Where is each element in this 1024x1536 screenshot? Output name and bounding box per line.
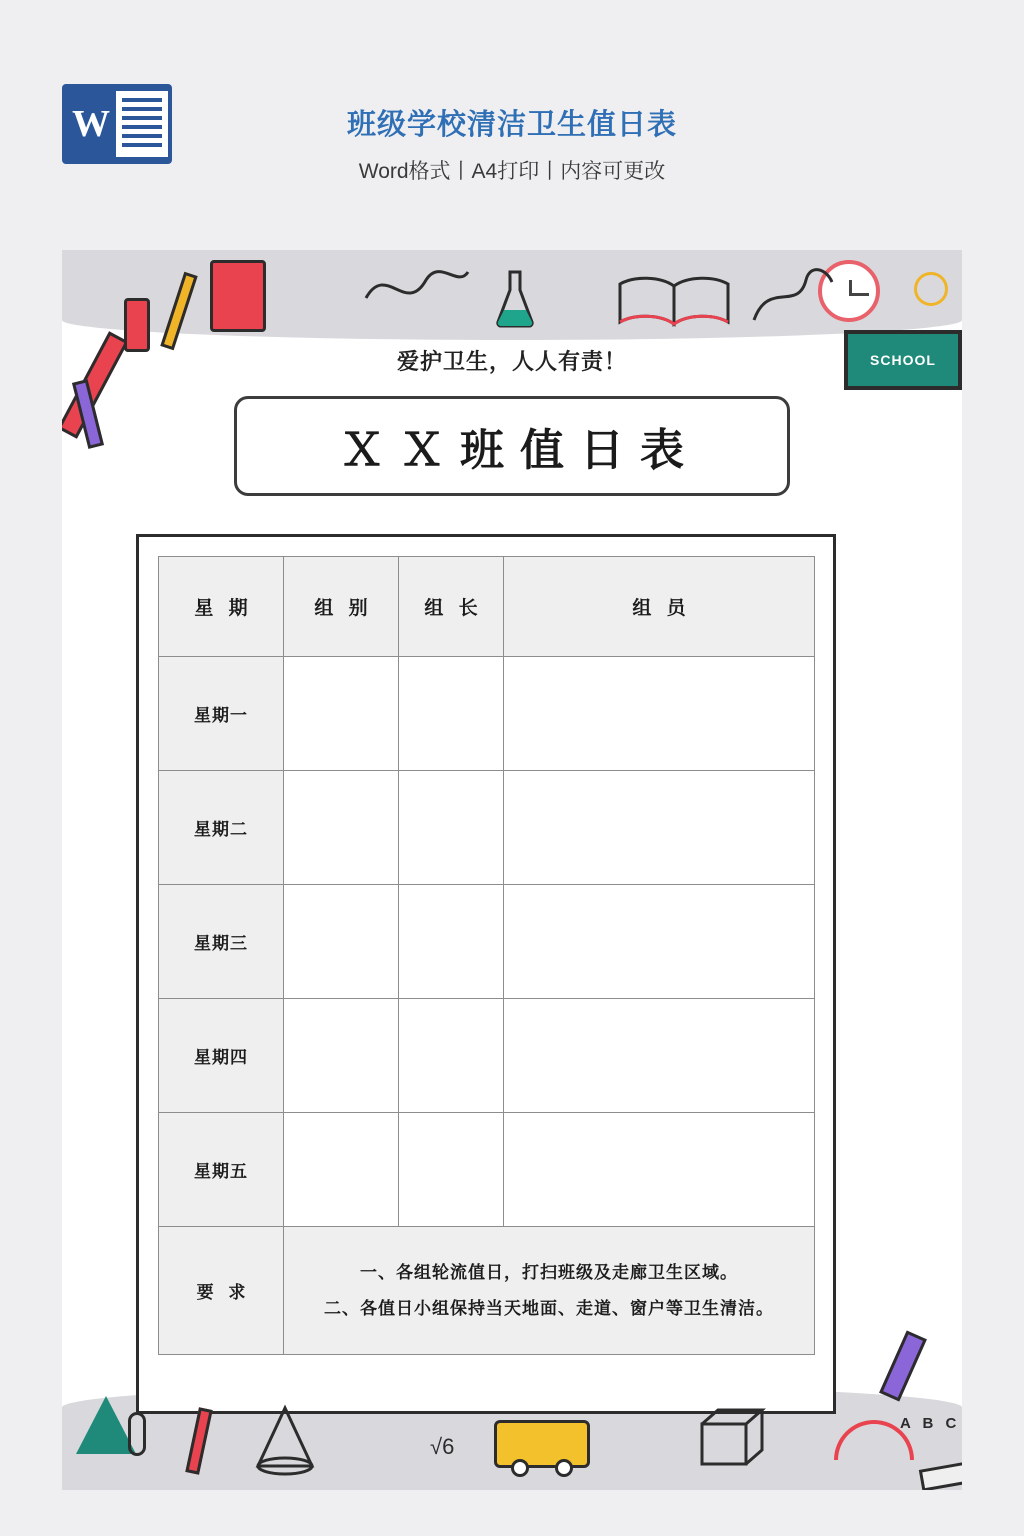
cell-leader[interactable] — [399, 771, 504, 885]
paperclip-icon — [128, 1412, 146, 1456]
column-header-leader: 组 长 — [399, 557, 504, 657]
cell-members[interactable] — [504, 999, 815, 1113]
cell-day: 星期一 — [159, 657, 284, 771]
open-book-icon — [614, 274, 734, 330]
green-triangle-icon — [76, 1396, 136, 1454]
table-row — [159, 999, 815, 1113]
cell-members[interactable] — [504, 885, 815, 999]
cell-group[interactable] — [284, 771, 399, 885]
cell-group[interactable] — [284, 999, 399, 1113]
cell-leader[interactable] — [399, 885, 504, 999]
sqrt-label: √6 — [430, 1434, 455, 1459]
table-row — [159, 885, 815, 999]
table-header-row — [159, 557, 815, 657]
table-row — [159, 657, 815, 771]
page-header — [0, 0, 1024, 230]
table-row — [159, 1113, 815, 1227]
cell-day: 星期二 — [159, 771, 284, 885]
flask-icon — [492, 268, 538, 330]
column-header-day: 星 期 — [159, 557, 284, 657]
requirements-body — [284, 1227, 815, 1355]
requirement-item: 二、各值日小组保持当天地面、走道、窗户等卫生清洁。 — [324, 1298, 774, 1318]
column-header-group: 组 别 — [284, 557, 399, 657]
cell-group[interactable] — [284, 657, 399, 771]
cell-members[interactable] — [504, 657, 815, 771]
cube-icon — [692, 1402, 772, 1472]
cell-day: 星期三 — [159, 885, 284, 999]
glue-bottle-icon — [124, 298, 150, 352]
blackboard-label: SCHOOL — [870, 352, 936, 368]
requirement-item: 一、各组轮流值日，打扫班级及走廊卫生区域。 — [360, 1262, 738, 1282]
cell-day: 星期五 — [159, 1113, 284, 1227]
cell-group[interactable] — [284, 1113, 399, 1227]
requirements-label: 要 求 — [159, 1227, 284, 1355]
cell-leader[interactable] — [399, 1113, 504, 1227]
duty-roster-table — [158, 556, 815, 1355]
page-subtitle: Word格式丨A4打印丨内容可更改 — [358, 160, 666, 183]
poster-canvas — [62, 250, 962, 1490]
cone-icon — [250, 1404, 320, 1476]
cell-group[interactable] — [284, 885, 399, 999]
school-bus-icon — [494, 1420, 590, 1468]
table-row — [159, 771, 815, 885]
main-title-box — [234, 396, 790, 496]
slogan-text: 爱护卫生，人人有责！ — [396, 349, 627, 374]
cell-members[interactable] — [504, 771, 815, 885]
word-logo-letter: W — [72, 103, 110, 145]
lightbulb-icon — [914, 272, 948, 306]
requirements-row — [159, 1227, 815, 1355]
main-title: ＸＸ班值日表 — [340, 426, 700, 475]
page-title: 班级学校清洁卫生值日表 — [346, 109, 677, 141]
cell-leader[interactable] — [399, 657, 504, 771]
squiggle-line-icon — [362, 258, 472, 318]
cell-day: 星期四 — [159, 999, 284, 1113]
column-header-members: 组 员 — [504, 557, 815, 657]
squiggle-curl-icon — [748, 256, 838, 326]
cell-leader[interactable] — [399, 999, 504, 1113]
highlighter-icon — [879, 1330, 927, 1401]
cell-members[interactable] — [504, 1113, 815, 1227]
abc-label: A B C — [900, 1415, 961, 1432]
notebook-icon — [210, 260, 266, 332]
